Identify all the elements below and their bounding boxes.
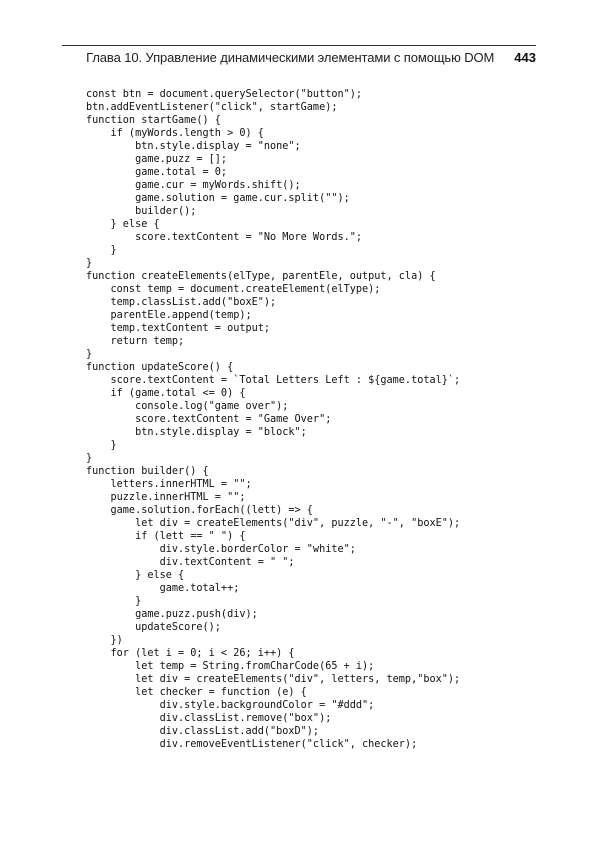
code-line: let temp = String.fromCharCode(65 + i); xyxy=(86,661,375,672)
code-line: game.total = 0; xyxy=(86,167,228,178)
code-line: console.log("game over"); xyxy=(86,401,289,412)
code-line: temp.classList.add("boxE"); xyxy=(86,297,277,308)
code-line: } xyxy=(86,440,117,451)
code-line: } xyxy=(86,258,93,269)
code-line: btn.addEventListener("click", startGame); xyxy=(86,102,338,113)
code-line: function createElements(elType, parentEle, output, cla) { xyxy=(86,271,436,282)
code-line: } xyxy=(86,245,117,256)
code-line: const btn = document.querySelector("button"); xyxy=(86,89,363,100)
code-line: } else { xyxy=(86,570,185,581)
code-line: return temp; xyxy=(86,336,185,347)
code-line: score.textContent = "No More Words."; xyxy=(86,232,363,243)
code-line: div.classList.add("boxD"); xyxy=(86,726,320,737)
code-line: div.textContent = " "; xyxy=(86,557,295,568)
code-line: const temp = document.createElement(elType); xyxy=(86,284,381,295)
code-line: let div = createElements("div", puzzle, "-", "boxE"); xyxy=(86,518,461,529)
code-line: if (game.total <= 0) { xyxy=(86,388,246,399)
code-line: game.solution.forEach((lett) => { xyxy=(86,505,313,516)
code-line: btn.style.display = "block"; xyxy=(86,427,307,438)
code-line: game.cur = myWords.shift(); xyxy=(86,180,301,191)
code-line: game.puzz = []; xyxy=(86,154,228,165)
code-listing xyxy=(86,88,556,751)
code-line: let checker = function (e) { xyxy=(86,687,307,698)
code-line: game.puzz.push(div); xyxy=(86,609,258,620)
code-line: if (lett == " ") { xyxy=(86,531,246,542)
code-line: parentEle.append(temp); xyxy=(86,310,252,321)
code-line: game.solution = game.cur.split(""); xyxy=(86,193,350,204)
code-line: div.style.borderColor = "white"; xyxy=(86,544,356,555)
code-line: puzzle.innerHTML = ""; xyxy=(86,492,246,503)
code-line: score.textContent = "Game Over"; xyxy=(86,414,332,425)
code-line: } else { xyxy=(86,219,160,230)
header-rule xyxy=(62,45,536,46)
code-line: score.textContent = `Total Letters Left : ${game.total}`; xyxy=(86,375,461,386)
chapter-title: Глава 10. Управление динамическими элементами с помощью DOM xyxy=(86,50,495,65)
code-line: } xyxy=(86,596,142,607)
code-line: if (myWords.length > 0) { xyxy=(86,128,264,139)
code-line: btn.style.display = "none"; xyxy=(86,141,301,152)
code-line: builder(); xyxy=(86,206,197,217)
code-line: div.classList.remove("box"); xyxy=(86,713,332,724)
code-line: letters.innerHTML = ""; xyxy=(86,479,252,490)
code-line: } xyxy=(86,349,93,360)
code-line: }) xyxy=(86,635,123,646)
code-line: div.removeEventListener("click", checker); xyxy=(86,739,418,750)
running-header xyxy=(62,50,536,68)
code-line: temp.textContent = output; xyxy=(86,323,271,334)
code-line: let div = createElements("div", letters, temp,"box"); xyxy=(86,674,461,685)
code-line: for (let i = 0; i < 26; i++) { xyxy=(86,648,295,659)
code-line: game.total++; xyxy=(86,583,240,594)
code-line: } xyxy=(86,453,93,464)
code-line: div.style.backgroundColor = "#ddd"; xyxy=(86,700,375,711)
page-number: 443 xyxy=(514,50,536,65)
code-line: updateScore(); xyxy=(86,622,221,633)
code-line: function startGame() { xyxy=(86,115,221,126)
code-line: function updateScore() { xyxy=(86,362,234,373)
code-line: function builder() { xyxy=(86,466,209,477)
